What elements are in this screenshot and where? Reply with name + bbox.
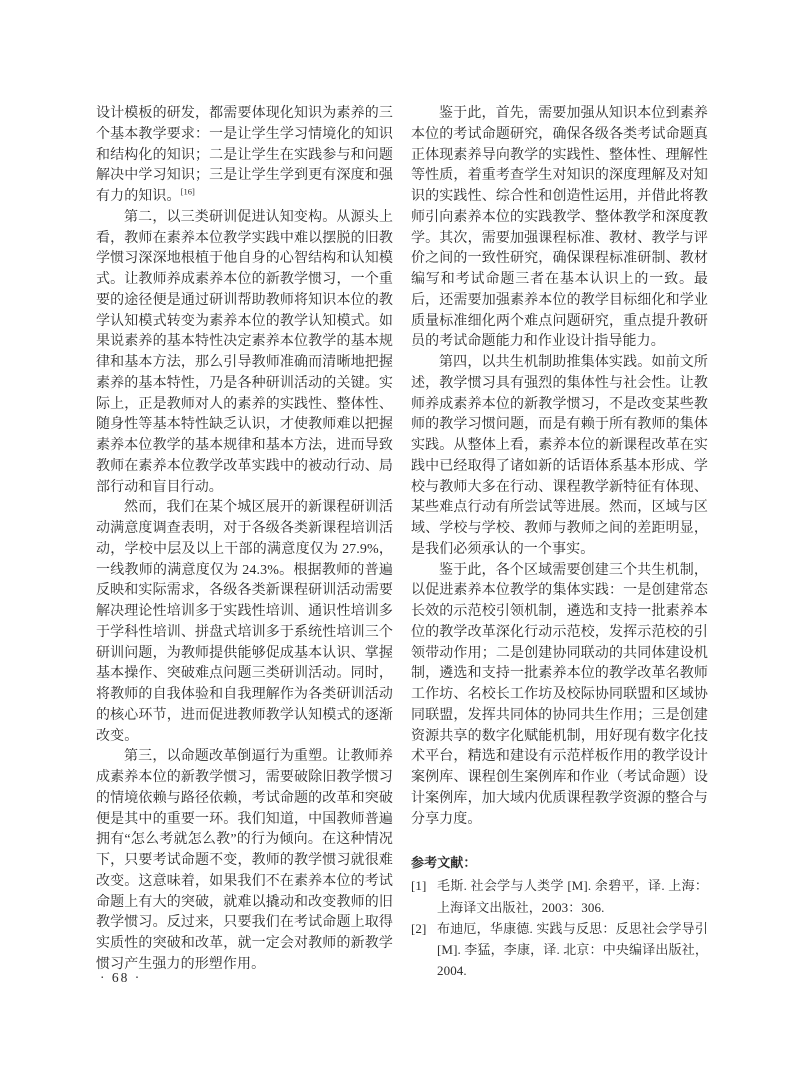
footnote-ref: [16] (180, 186, 195, 197)
right-column (411, 104, 708, 981)
paragraph-text: 设计模板的研发，都需要体现化知识为素养的三个基本教学要求：一是让学生学习情境化的知识和结构化的知识；二是让学生在实践参与和问题解决中学习知识；三是让学生学到更有深度和强有力的知识。 (96, 106, 393, 204)
references-section (411, 852, 708, 981)
reference-text: 毛斯. 社会学与人类学 [M]. 余碧平，译. 上海：上海译文出版社，2003：306. (437, 878, 708, 915)
paragraph: 第二，以三类研训促进认知变构。从源头上看，教师在素养本位教学实践中难以摆脱的旧教学惯习深深地根植于他自身的心智结构和认知模式。让教师养成素养本位的新教学惯习，一个重要的途径便是通过研训帮助教师将知识本位的教学认知模式转变为素养本位的教学认知模式。如果说素养的基本特性决定素养本位教学的基本规律和基本方法，那么引导教师准确而清晰地把握素养的基本特性，乃是各种研训活动的关键。实际上，正是教师对人的素养的实践性、整体性、随身性等基本特性缺乏认识，才使教师难以把握素养本位教学的基本规律和基本方法，进而导致教师在素养本位教学改革实践中的被动行动、局部行动和盲目行动。 (96, 209, 393, 495)
paragraph: 鉴于此，首先，需要加强从知识本位到素养本位的考试命题研究，确保各级各类考试命题真正体现素养导向教学的实践性、整体性、理解性等性质，着重考查学生对知识的深度理解及对知识的实践性、综合性和创造性运用，并借此将教师引向素养本位的实践教学、整体教学和深度教学。其次，需要加强课程标准、教材、教学与评价之间的一致性研究，确保课程标准研制、教材编写和考试命题三者在基本认识上的一致。最后，还需要加强素养本位的教学目标细化和学业质量标准细化两个难点问题研究，重点提升教研员的考试命题能力和作业设计指导能力。 (411, 106, 708, 350)
paragraph: 第四，以共生机制助推集体实践。如前文所述，教学惯习具有强烈的集体性与社会性。让教师养成素养本位的新教学惯习，不是改变某些教师的教学习惯问题，而是有赖于所有教师的集体实践。从整体上看，素养本位的新课程改革在实践中已经取得了诸如新的话语体系基本形成、学校与教师大多在行动、课程教学新特征有体现、某些难点行动有所尝试等进展。然而，区域与区域、学校与学校、教师与教师之间的差距明显，是我们必须承认的一个事实。 (411, 355, 708, 557)
reference-item (411, 875, 708, 917)
reference-item (411, 918, 708, 982)
paragraph-continuation (96, 104, 393, 208)
reference-marker: [2] (411, 920, 427, 936)
reference-text: 布迪厄，华康德. 实践与反思：反思社会学导引 [M]. 李猛，李康，译. 北京：中央编译出版社，2004. (437, 920, 708, 979)
reference-marker: [1] (411, 878, 427, 894)
paragraph: 然而，我们在某个城区展开的新课程研训活动满意度调查表明，对于各级各类新课程培训活动，学校中层及以上干部的满意度仅为 27.9%，一线教师的满意度仅为 24.3%。根据教师的普遍反映和实际需求，各级各类新课程研训活动需要解决理论性培训多于实践性培训、通识性培训多于学科性培训、拼盘式培训多于系统性培训三个研训问题，为教师提供能够促成基本认识、掌握基本操作、突破难点问题三类研训活动。同时，将教师的自我体验和自我理解作为各类研训活动的核心环节，进而促进教师教学认知模式的逐渐改变。 (96, 500, 393, 744)
references-heading: 参考文献： (411, 855, 477, 871)
paragraph: 鉴于此，各个区域需要创建三个共生机制，以促进素养本位教学的集体实践：一是创建常态长效的示范校引领机制，遴选和支持一批素养本位的教学改革深化行动示范校，发挥示范校的引领带动作用；二是创建协同联动的共同体建设机制，遴选和支持一批素养本位的教学改革名教师工作坊、名校长工作坊及校际协同联盟和区域协同联盟，发挥共同体的协同共生作用；三是创建资源共享的数字化赋能机制，用好现有数字化技术平台，精选和建设有示范样板作用的教学设计案例库、课程创生案例库和作业（考试命题）设计案例库，加大域内优质课程教学资源的整合与分享力度。 (411, 562, 708, 827)
left-column (96, 104, 393, 976)
paragraph: 第三，以命题改革倒逼行为重塑。让教师养成素养本位的新教学惯习，需要破除旧教学惯习的情境依赖与路径依赖，考试命题的改革和突破便是其中的重要一环。我们知道，中国教师普遍拥有“怎么考就怎么教”的行为倾向。在这种情况下，只要考试命题不变，教师的教学惯习就很难改变。这意味着，如果我们不在素养本位的考试命题上有大的突破，就难以撬动和改变教师的旧教学惯习。反过来，只要我们在考试命题上取得实质性的突破和改革，就一定会对教师的新教学惯习产生强力的形塑作用。 (96, 749, 393, 972)
page-number: · 68 · (100, 970, 142, 985)
